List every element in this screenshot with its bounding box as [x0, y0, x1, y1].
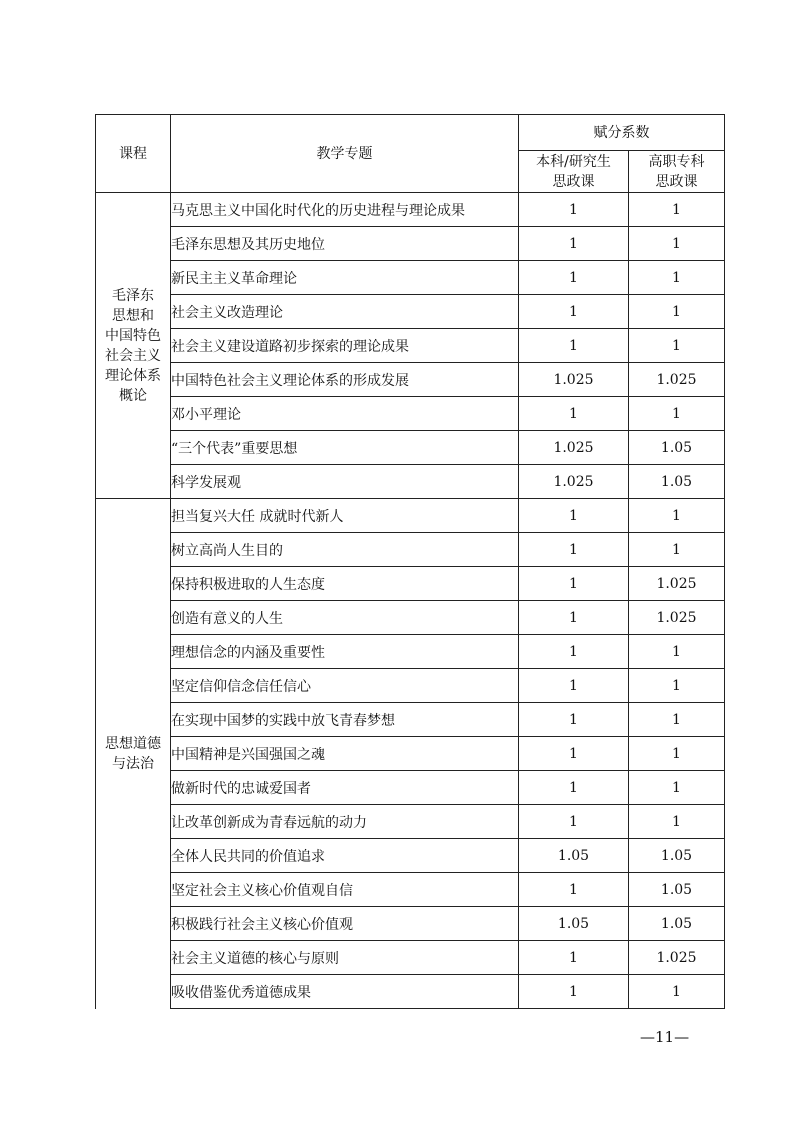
table-row	[96, 771, 725, 805]
table-row	[96, 329, 725, 363]
table-row	[96, 533, 725, 567]
table-row	[96, 703, 725, 737]
vocational-coefficient-cell: 1	[629, 261, 725, 295]
vocational-coefficient-cell: 1	[629, 771, 725, 805]
undergrad-coefficient-cell: 1.05	[519, 839, 629, 873]
topic-cell: 创造有意义的人生	[171, 601, 519, 635]
table-row	[96, 839, 725, 873]
vocational-coefficient-cell: 1	[629, 703, 725, 737]
table-row	[96, 499, 725, 533]
undergrad-coefficient-cell: 1	[519, 771, 629, 805]
coefficient-table	[95, 114, 725, 1009]
course-name-line: 概论	[119, 387, 147, 404]
undergrad-coefficient-cell: 1	[519, 975, 629, 1009]
vocational-coefficient-cell: 1.05	[629, 907, 725, 941]
vocational-header-line2: 思政课	[655, 173, 698, 190]
undergrad-header-line2: 思政课	[552, 173, 595, 190]
topic-cell: 积极践行社会主义核心价值观	[171, 907, 519, 941]
table-row	[96, 635, 725, 669]
topic-cell: 保持积极进取的人生态度	[171, 567, 519, 601]
table-row	[96, 669, 725, 703]
vocational-coefficient-cell: 1.025	[629, 567, 725, 601]
undergrad-coefficient-cell: 1	[519, 703, 629, 737]
vocational-coefficient-cell: 1.025	[629, 941, 725, 975]
undergrad-coefficient-cell: 1.025	[519, 431, 629, 465]
table-row	[96, 193, 725, 227]
topic-cell: 坚定社会主义核心价值观自信	[171, 873, 519, 907]
table-row	[96, 601, 725, 635]
undergrad-header-line1: 本科/研究生	[536, 153, 611, 170]
course-header: 课程	[96, 115, 171, 193]
undergrad-coefficient-cell: 1	[519, 295, 629, 329]
topic-cell: 树立高尚人生目的	[171, 533, 519, 567]
vocational-coefficient-cell: 1	[629, 533, 725, 567]
undergrad-coefficient-cell: 1	[519, 873, 629, 907]
table-row	[96, 363, 725, 397]
vocational-coefficient-cell: 1	[629, 635, 725, 669]
undergrad-coefficient-cell: 1	[519, 499, 629, 533]
table-row	[96, 975, 725, 1009]
course-name-line: 毛泽东	[112, 287, 154, 304]
undergrad-coefficient-cell: 1	[519, 669, 629, 703]
topic-cell: 理想信念的内涵及重要性	[171, 635, 519, 669]
course-name-line: 理论体系	[105, 367, 161, 384]
topic-cell: 全体人民共同的价值追求	[171, 839, 519, 873]
vocational-coefficient-cell: 1	[629, 193, 725, 227]
undergrad-coefficient-cell: 1.025	[519, 465, 629, 499]
vocational-coefficient-cell: 1	[629, 805, 725, 839]
vocational-coefficient-cell: 1	[629, 295, 725, 329]
topic-cell: 社会主义建设道路初步探索的理论成果	[171, 329, 519, 363]
table-row	[96, 737, 725, 771]
table-header	[96, 115, 725, 193]
vocational-coefficient-cell: 1	[629, 227, 725, 261]
course-name-line: 与法治	[112, 755, 154, 772]
topic-cell: 毛泽东思想及其历史地位	[171, 227, 519, 261]
topic-cell: “三个代表”重要思想	[171, 431, 519, 465]
undergrad-coefficient-cell: 1	[519, 635, 629, 669]
topic-cell: 新民主主义革命理论	[171, 261, 519, 295]
table-row	[96, 873, 725, 907]
undergrad-coefficient-cell: 1.025	[519, 363, 629, 397]
table-row	[96, 295, 725, 329]
course-name-line: 中国特色	[105, 327, 161, 344]
undergrad-coefficient-cell: 1	[519, 567, 629, 601]
topic-cell: 中国特色社会主义理论体系的形成发展	[171, 363, 519, 397]
course-name-line: 思想道德	[105, 735, 161, 752]
undergrad-coefficient-cell: 1	[519, 805, 629, 839]
vocational-coefficient-cell: 1.025	[629, 363, 725, 397]
course-name-cell	[96, 193, 171, 499]
coefficient-header: 赋分系数	[519, 115, 725, 151]
undergrad-coefficient-cell: 1	[519, 601, 629, 635]
topic-cell: 马克思主义中国化时代化的历史进程与理论成果	[171, 193, 519, 227]
topic-cell: 社会主义道德的核心与原则	[171, 941, 519, 975]
undergrad-coefficient-cell: 1	[519, 329, 629, 363]
topic-cell: 中国精神是兴国强国之魂	[171, 737, 519, 771]
course-name-line: 思想和	[112, 307, 154, 324]
vocational-coefficient-cell: 1.025	[629, 601, 725, 635]
course-name-cell	[96, 499, 171, 1009]
topic-cell: 在实现中国梦的实践中放飞青春梦想	[171, 703, 519, 737]
table-body	[96, 193, 725, 1009]
vocational-coefficient-cell: 1	[629, 669, 725, 703]
vocational-coefficient-cell: 1	[629, 329, 725, 363]
undergrad-coefficient-cell: 1	[519, 941, 629, 975]
undergrad-coefficient-cell: 1.05	[519, 907, 629, 941]
vocational-coefficient-cell: 1	[629, 975, 725, 1009]
vocational-coefficient-cell: 1	[629, 737, 725, 771]
vocational-coefficient-cell: 1.05	[629, 873, 725, 907]
vocational-coefficient-cell: 1	[629, 397, 725, 431]
table-row	[96, 907, 725, 941]
vocational-coefficient-cell: 1	[629, 499, 725, 533]
vocational-header-line1: 高职专科	[648, 153, 705, 170]
undergrad-coefficient-cell: 1	[519, 533, 629, 567]
topic-cell: 让改革创新成为青春远航的动力	[171, 805, 519, 839]
undergrad-coefficient-cell: 1	[519, 397, 629, 431]
undergrad-coefficient-cell: 1	[519, 227, 629, 261]
vocational-coefficient-cell: 1.05	[629, 431, 725, 465]
vocational-coefficient-cell: 1.05	[629, 465, 725, 499]
table-row	[96, 465, 725, 499]
topic-cell: 坚定信仰信念信任信心	[171, 669, 519, 703]
undergrad-coefficient-cell: 1	[519, 193, 629, 227]
undergrad-header	[519, 151, 629, 193]
topic-cell: 吸收借鉴优秀道德成果	[171, 975, 519, 1009]
topic-header: 教学专题	[171, 115, 519, 193]
undergrad-coefficient-cell: 1	[519, 261, 629, 295]
table-row	[96, 261, 725, 295]
undergrad-coefficient-cell: 1	[519, 737, 629, 771]
table-row	[96, 397, 725, 431]
table-row	[96, 805, 725, 839]
topic-cell: 社会主义改造理论	[171, 295, 519, 329]
vocational-header	[629, 151, 725, 193]
topic-cell: 邓小平理论	[171, 397, 519, 431]
table-row	[96, 567, 725, 601]
topic-cell: 担当复兴大任 成就时代新人	[171, 499, 519, 533]
table-row	[96, 941, 725, 975]
topic-cell: 做新时代的忠诚爱国者	[171, 771, 519, 805]
page-number: —11—	[640, 1028, 690, 1046]
course-name-line: 社会主义	[105, 347, 161, 364]
topic-cell: 科学发展观	[171, 465, 519, 499]
table-row	[96, 227, 725, 261]
vocational-coefficient-cell: 1.05	[629, 839, 725, 873]
table-row	[96, 431, 725, 465]
